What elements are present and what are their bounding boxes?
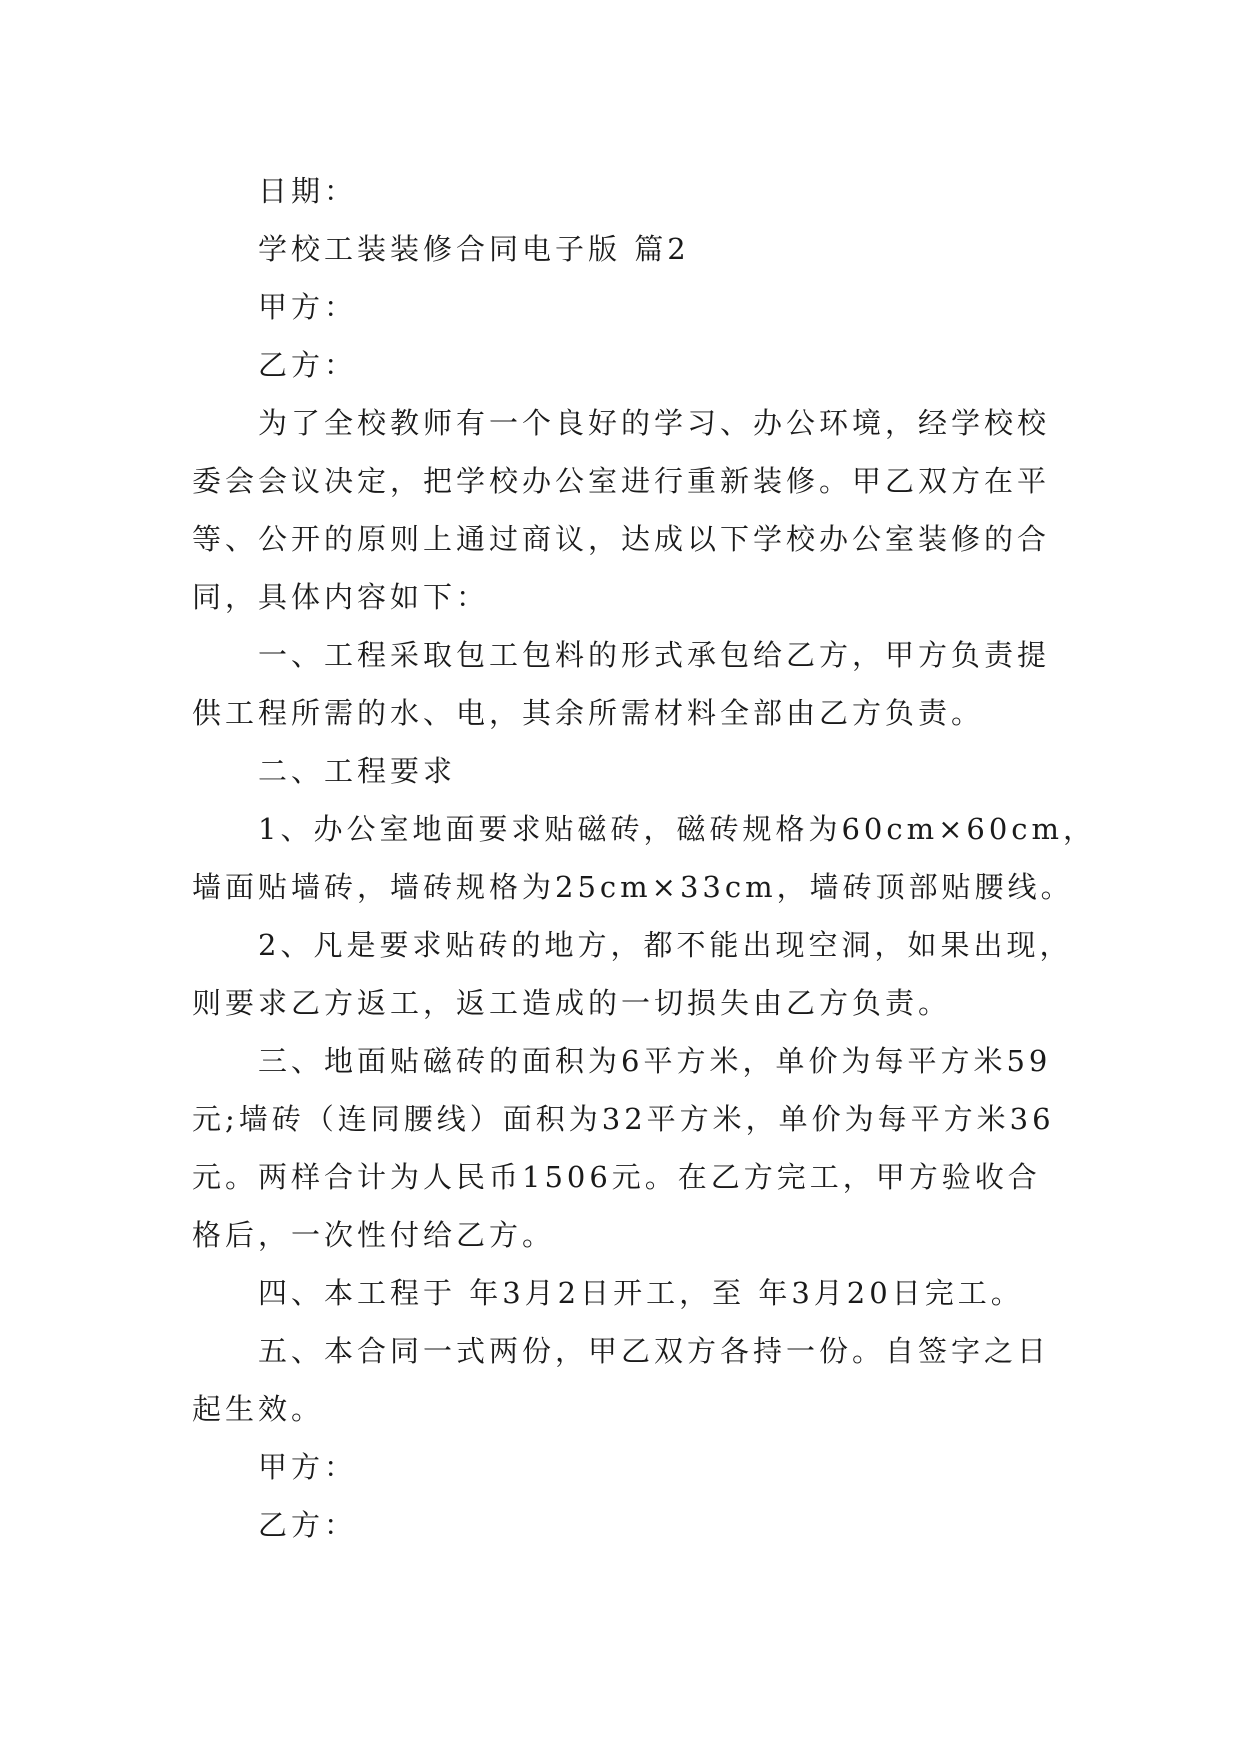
clause-1-line: 供工程所需的水、电，其余所需材料全部由乙方负责。 — [192, 696, 985, 730]
clause-3-line: 元;墙砖（连同腰线）面积为32平方米，单价为每平方米36 — [192, 1102, 1055, 1136]
clause-5-line: 五、本合同一式两份，甲乙双方各持一份。自签字之日 — [258, 1334, 1051, 1368]
clause-2-item-1 — [192, 800, 1097, 916]
clause-1 — [192, 626, 1056, 742]
signature-party-a: 甲方： — [258, 1450, 358, 1484]
clause-3-line: 元。两样合计为人民币1506元。在乙方完工，甲方验收合 — [192, 1160, 1041, 1194]
clause-2-item-2-line: 则要求乙方返工，返工造成的一切损失由乙方负责。 — [192, 986, 952, 1020]
intro-line: 委会会议决定，把学校办公室进行重新装修。甲乙双方在平 — [192, 464, 1051, 498]
clause-2-item-2-line: 2、凡是要求贴砖的地方，都不能出现空洞，如果出现， — [258, 928, 1073, 962]
clause-4: 四、本工程于 年3月2日开工，至 年3月20日完工。 — [258, 1276, 1024, 1310]
signature-party-b: 乙方： — [258, 1508, 358, 1542]
intro-line: 为了全校教师有一个良好的学习、办公环境，经学校校 — [258, 406, 1051, 440]
clause-3-line: 三、地面贴磁砖的面积为6平方米，单价为每平方米59 — [258, 1044, 1052, 1078]
clause-2-item-1-line: 1、办公室地面要求贴磁砖，磁砖规格为60cm×60cm， — [258, 812, 1097, 846]
intro-paragraph — [192, 394, 1056, 626]
document-body — [192, 162, 1097, 1554]
party-a-label: 甲方： — [258, 290, 358, 324]
clause-5-line: 起生效。 — [192, 1392, 325, 1426]
intro-line: 同，具体内容如下： — [192, 580, 490, 614]
clause-2-item-1-line: 墙面贴墙砖，墙砖规格为25cm×33cm，墙砖顶部贴腰线。 — [192, 870, 1074, 904]
clause-3 — [192, 1032, 1056, 1264]
clause-2-heading: 二、工程要求 — [258, 754, 457, 788]
date-label: 日期： — [258, 174, 358, 208]
clause-5 — [192, 1322, 1056, 1438]
contract-title: 学校工装装修合同电子版 篇2 — [258, 232, 690, 266]
clause-1-line: 一、工程采取包工包料的形式承包给乙方，甲方负责提 — [258, 638, 1051, 672]
intro-line: 等、公开的原则上通过商议，达成以下学校办公室装修的合 — [192, 522, 1051, 556]
clause-2-item-2 — [192, 916, 1073, 1032]
clause-3-line: 格后，一次性付给乙方。 — [192, 1218, 556, 1252]
party-b-label: 乙方： — [258, 348, 358, 382]
